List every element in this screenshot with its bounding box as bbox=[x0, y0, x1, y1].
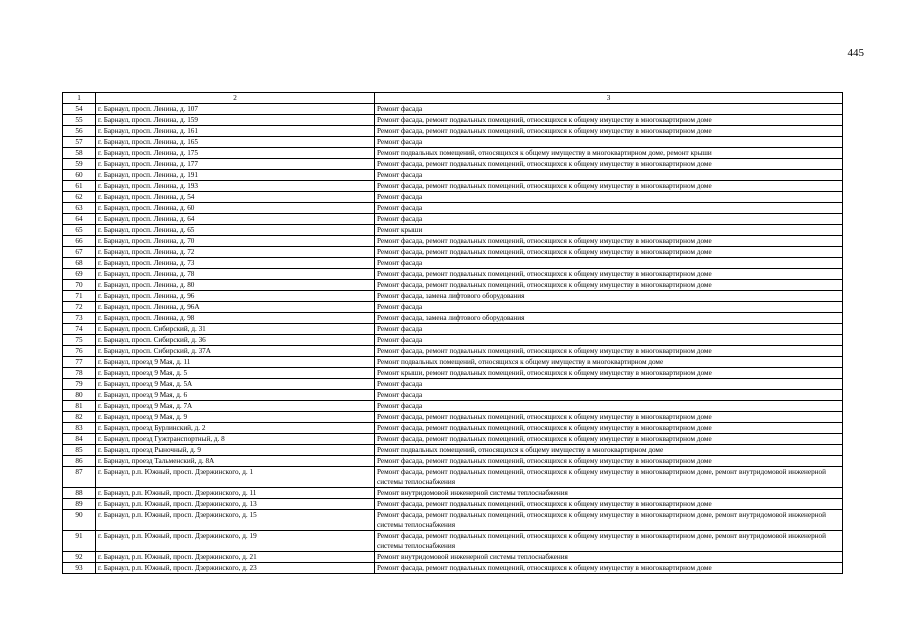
row-work: Ремонт фасада bbox=[375, 324, 843, 335]
table-row bbox=[63, 563, 843, 574]
row-work: Ремонт фасада, замена лифтового оборудования bbox=[375, 291, 843, 302]
row-address: г. Барнаул, просп. Ленина, д. 60 bbox=[96, 203, 375, 214]
table-row bbox=[63, 401, 843, 412]
row-number: 74 bbox=[63, 324, 96, 335]
table-row bbox=[63, 115, 843, 126]
row-number: 89 bbox=[63, 499, 96, 510]
table-row bbox=[63, 488, 843, 499]
table-row bbox=[63, 456, 843, 467]
row-address: г. Барнаул, р.п. Южный, просп. Дзержинского, д. 23 bbox=[96, 563, 375, 574]
table-row bbox=[63, 368, 843, 379]
row-address: г. Барнаул, просп. Ленина, д. 193 bbox=[96, 181, 375, 192]
row-work: Ремонт подвальных помещений, относящихся к общему имуществу в многоквартирном доме bbox=[375, 445, 843, 456]
row-number: 91 bbox=[63, 531, 96, 552]
table-row bbox=[63, 236, 843, 247]
row-work: Ремонт фасада, ремонт подвальных помещений, относящихся к общему имуществу в многоквартирном доме bbox=[375, 423, 843, 434]
row-work: Ремонт подвальных помещений, относящихся к общему имуществу в многоквартирном доме bbox=[375, 357, 843, 368]
table-row bbox=[63, 269, 843, 280]
table-row bbox=[63, 379, 843, 390]
row-address: г. Барнаул, р.п. Южный, просп. Дзержинского, д. 1 bbox=[96, 467, 375, 488]
table-row bbox=[63, 181, 843, 192]
row-number: 75 bbox=[63, 335, 96, 346]
row-address: г. Барнаул, просп. Сибирский, д. 31 bbox=[96, 324, 375, 335]
page-number: 445 bbox=[847, 47, 864, 59]
row-work: Ремонт фасада, ремонт подвальных помещений, относящихся к общему имуществу в многоквартирном доме, ремонт внутридомовой инженерной системы теплоснабжения bbox=[375, 531, 843, 552]
table-row bbox=[63, 313, 843, 324]
row-work: Ремонт фасада, ремонт подвальных помещений, относящихся к общему имуществу в многоквартирном доме bbox=[375, 563, 843, 574]
row-number: 93 bbox=[63, 563, 96, 574]
row-number: 79 bbox=[63, 379, 96, 390]
row-work: Ремонт фасада, ремонт подвальных помещений, относящихся к общему имуществу в многоквартирном доме bbox=[375, 115, 843, 126]
table-row bbox=[63, 137, 843, 148]
row-work: Ремонт внутридомовой инженерной системы теплоснабжения bbox=[375, 552, 843, 563]
row-number: 59 bbox=[63, 159, 96, 170]
table-row bbox=[63, 247, 843, 258]
row-address: г. Барнаул, просп. Ленина, д. 72 bbox=[96, 247, 375, 258]
row-address: г. Барнаул, проезд 9 Мая, д. 5А bbox=[96, 379, 375, 390]
row-address: г. Барнаул, просп. Сибирский, д. 36 bbox=[96, 335, 375, 346]
row-address: г. Барнаул, просп. Ленина, д. 80 bbox=[96, 280, 375, 291]
row-work: Ремонт фасада bbox=[375, 302, 843, 313]
table-row bbox=[63, 192, 843, 203]
row-number: 86 bbox=[63, 456, 96, 467]
row-number: 72 bbox=[63, 302, 96, 313]
row-address: г. Барнаул, просп. Ленина, д. 96А bbox=[96, 302, 375, 313]
row-number: 84 bbox=[63, 434, 96, 445]
row-address: г. Барнаул, р.п. Южный, просп. Дзержинского, д. 11 bbox=[96, 488, 375, 499]
row-address: г. Барнаул, просп. Ленина, д. 165 bbox=[96, 137, 375, 148]
row-work: Ремонт фасада bbox=[375, 104, 843, 115]
row-address: г. Барнаул, проезд 9 Мая, д. 11 bbox=[96, 357, 375, 368]
table-row bbox=[63, 467, 843, 488]
row-address: г. Барнаул, просп. Ленина, д. 191 bbox=[96, 170, 375, 181]
table-row bbox=[63, 225, 843, 236]
row-work: Ремонт фасада, ремонт подвальных помещений, относящихся к общему имуществу в многоквартирном доме bbox=[375, 236, 843, 247]
table-header-row bbox=[63, 93, 843, 104]
row-number: 80 bbox=[63, 390, 96, 401]
row-work: Ремонт фасада, ремонт подвальных помещений, относящихся к общему имуществу в многоквартирном доме bbox=[375, 456, 843, 467]
row-work: Ремонт фасада, ремонт подвальных помещений, относящихся к общему имуществу в многоквартирном доме bbox=[375, 159, 843, 170]
row-work: Ремонт фасада bbox=[375, 379, 843, 390]
row-work: Ремонт внутридомовой инженерной системы теплоснабжения bbox=[375, 488, 843, 499]
row-work: Ремонт фасада bbox=[375, 192, 843, 203]
row-address: г. Барнаул, р.п. Южный, просп. Дзержинского, д. 21 bbox=[96, 552, 375, 563]
row-work: Ремонт фасада, ремонт подвальных помещений, относящихся к общему имуществу в многоквартирном доме bbox=[375, 126, 843, 137]
table-row bbox=[63, 357, 843, 368]
row-address: г. Барнаул, проезд Рыночный, д. 9 bbox=[96, 445, 375, 456]
row-number: 71 bbox=[63, 291, 96, 302]
row-work: Ремонт фасада, ремонт подвальных помещений, относящихся к общему имуществу в многоквартирном доме, ремонт внутридомовой инженерной системы теплоснабжения bbox=[375, 510, 843, 531]
table-row bbox=[63, 170, 843, 181]
row-number: 70 bbox=[63, 280, 96, 291]
row-work: Ремонт фасада bbox=[375, 137, 843, 148]
row-address: г. Барнаул, р.п. Южный, просп. Дзержинского, д. 13 bbox=[96, 499, 375, 510]
table-row bbox=[63, 552, 843, 563]
row-address: г. Барнаул, просп. Ленина, д. 107 bbox=[96, 104, 375, 115]
row-address: г. Барнаул, просп. Ленина, д. 96 bbox=[96, 291, 375, 302]
table-row bbox=[63, 346, 843, 357]
row-work: Ремонт фасада bbox=[375, 335, 843, 346]
row-number: 55 bbox=[63, 115, 96, 126]
row-work: Ремонт фасада bbox=[375, 170, 843, 181]
table-row bbox=[63, 126, 843, 137]
row-number: 92 bbox=[63, 552, 96, 563]
row-number: 81 bbox=[63, 401, 96, 412]
row-number: 83 bbox=[63, 423, 96, 434]
row-number: 56 bbox=[63, 126, 96, 137]
row-work: Ремонт фасада, ремонт подвальных помещений, относящихся к общему имуществу в многоквартирном доме bbox=[375, 346, 843, 357]
table-row bbox=[63, 531, 843, 552]
row-work: Ремонт фасада, ремонт подвальных помещений, относящихся к общему имуществу в многоквартирном доме, ремонт внутридомовой инженерной системы теплоснабжения bbox=[375, 467, 843, 488]
row-work: Ремонт фасада bbox=[375, 214, 843, 225]
row-number: 66 bbox=[63, 236, 96, 247]
row-work: Ремонт фасада, ремонт подвальных помещений, относящихся к общему имуществу в многоквартирном доме bbox=[375, 280, 843, 291]
row-number: 76 bbox=[63, 346, 96, 357]
table-row bbox=[63, 104, 843, 115]
table-row bbox=[63, 510, 843, 531]
row-work: Ремонт фасада, ремонт подвальных помещений, относящихся к общему имуществу в многоквартирном доме bbox=[375, 181, 843, 192]
table-row bbox=[63, 214, 843, 225]
row-number: 54 bbox=[63, 104, 96, 115]
row-work: Ремонт фасада bbox=[375, 401, 843, 412]
row-work: Ремонт фасада, ремонт подвальных помещений, относящихся к общему имуществу в многоквартирном доме bbox=[375, 247, 843, 258]
row-number: 77 bbox=[63, 357, 96, 368]
table-row bbox=[63, 302, 843, 313]
row-address: г. Барнаул, р.п. Южный, просп. Дзержинского, д. 19 bbox=[96, 531, 375, 552]
row-address: г. Барнаул, проезд Бурлинский, д. 2 bbox=[96, 423, 375, 434]
row-address: г. Барнаул, просп. Ленина, д. 73 bbox=[96, 258, 375, 269]
row-work: Ремонт фасада bbox=[375, 203, 843, 214]
row-work: Ремонт крыши, ремонт подвальных помещений, относящихся к общему имуществу в многоквартирном доме bbox=[375, 368, 843, 379]
table-row bbox=[63, 499, 843, 510]
header-col-2: 2 bbox=[96, 93, 375, 104]
row-number: 78 bbox=[63, 368, 96, 379]
table-row bbox=[63, 335, 843, 346]
table-row bbox=[63, 159, 843, 170]
row-work: Ремонт фасада, ремонт подвальных помещений, относящихся к общему имуществу в многоквартирном доме bbox=[375, 269, 843, 280]
row-work: Ремонт подвальных помещений, относящихся к общему имуществу в многоквартирном доме, ремонт крыши bbox=[375, 148, 843, 159]
row-number: 63 bbox=[63, 203, 96, 214]
row-number: 90 bbox=[63, 510, 96, 531]
row-work: Ремонт фасада bbox=[375, 390, 843, 401]
table-row bbox=[63, 291, 843, 302]
row-address: г. Барнаул, просп. Сибирский, д. 37А bbox=[96, 346, 375, 357]
row-number: 87 bbox=[63, 467, 96, 488]
row-address: г. Барнаул, просп. Ленина, д. 98 bbox=[96, 313, 375, 324]
table-row bbox=[63, 324, 843, 335]
row-address: г. Барнаул, просп. Ленина, д. 64 bbox=[96, 214, 375, 225]
row-address: г. Барнаул, р.п. Южный, просп. Дзержинского, д. 15 bbox=[96, 510, 375, 531]
row-number: 58 bbox=[63, 148, 96, 159]
table-row bbox=[63, 423, 843, 434]
repair-register-table bbox=[62, 92, 843, 574]
row-address: г. Барнаул, просп. Ленина, д. 65 bbox=[96, 225, 375, 236]
row-address: г. Барнаул, проезд 9 Мая, д. 7А bbox=[96, 401, 375, 412]
table-row bbox=[63, 412, 843, 423]
header-col-1: 1 bbox=[63, 93, 96, 104]
row-address: г. Барнаул, проезд Гужтранспортный, д. 8 bbox=[96, 434, 375, 445]
row-work: Ремонт фасада, ремонт подвальных помещений, относящихся к общему имуществу в многоквартирном доме bbox=[375, 499, 843, 510]
table-row bbox=[63, 203, 843, 214]
row-number: 85 bbox=[63, 445, 96, 456]
row-number: 60 bbox=[63, 170, 96, 181]
row-work: Ремонт фасада, ремонт подвальных помещений, относящихся к общему имуществу в многоквартирном доме bbox=[375, 434, 843, 445]
row-address: г. Барнаул, просп. Ленина, д. 54 bbox=[96, 192, 375, 203]
row-address: г. Барнаул, проезд 9 Мая, д. 5 bbox=[96, 368, 375, 379]
row-number: 61 bbox=[63, 181, 96, 192]
table-row bbox=[63, 390, 843, 401]
row-address: г. Барнаул, проезд 9 Мая, д. 6 bbox=[96, 390, 375, 401]
table-row bbox=[63, 434, 843, 445]
row-number: 64 bbox=[63, 214, 96, 225]
row-address: г. Барнаул, проезд 9 Мая, д. 9 bbox=[96, 412, 375, 423]
row-number: 88 bbox=[63, 488, 96, 499]
row-work: Ремонт крыши bbox=[375, 225, 843, 236]
row-work: Ремонт фасада bbox=[375, 258, 843, 269]
table-row bbox=[63, 148, 843, 159]
row-number: 82 bbox=[63, 412, 96, 423]
table-row bbox=[63, 280, 843, 291]
row-number: 73 bbox=[63, 313, 96, 324]
row-number: 65 bbox=[63, 225, 96, 236]
table-row bbox=[63, 258, 843, 269]
row-number: 57 bbox=[63, 137, 96, 148]
row-address: г. Барнаул, просп. Ленина, д. 78 bbox=[96, 269, 375, 280]
row-address: г. Барнаул, просп. Ленина, д. 177 bbox=[96, 159, 375, 170]
row-work: Ремонт фасада, замена лифтового оборудования bbox=[375, 313, 843, 324]
header-col-3: 3 bbox=[375, 93, 843, 104]
row-address: г. Барнаул, просп. Ленина, д. 175 bbox=[96, 148, 375, 159]
row-number: 67 bbox=[63, 247, 96, 258]
row-number: 62 bbox=[63, 192, 96, 203]
table-row bbox=[63, 445, 843, 456]
row-number: 69 bbox=[63, 269, 96, 280]
row-number: 68 bbox=[63, 258, 96, 269]
row-address: г. Барнаул, просп. Ленина, д. 70 bbox=[96, 236, 375, 247]
row-address: г. Барнаул, просп. Ленина, д. 161 bbox=[96, 126, 375, 137]
row-address: г. Барнаул, проезд Тальменский, д. 8А bbox=[96, 456, 375, 467]
row-address: г. Барнаул, просп. Ленина, д. 159 bbox=[96, 115, 375, 126]
row-work: Ремонт фасада, ремонт подвальных помещений, относящихся к общему имуществу в многоквартирном доме bbox=[375, 412, 843, 423]
